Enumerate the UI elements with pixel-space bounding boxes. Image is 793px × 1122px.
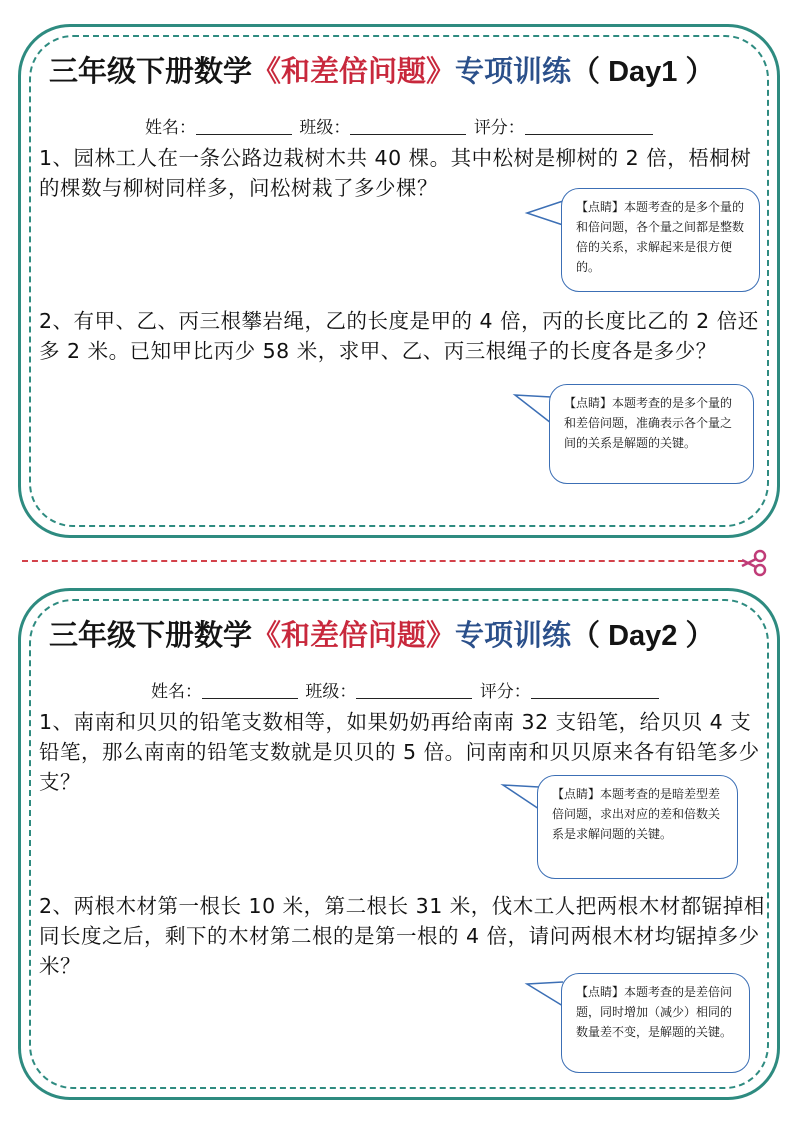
worksheet-title [49,613,759,657]
class-label: 班级： [299,118,351,138]
question-1: 1、园林工人在一条公路边栽树木共 40 棵。其中松树是柳树的 2 倍，梧桐树的棵数与柳树同样多，问松树栽了多少棵？ [39,146,752,200]
title-day: （ Day2 ） [571,620,715,652]
class-label: 班级： [305,682,357,702]
score-field[interactable] [525,116,653,135]
hint-tail [501,783,541,813]
score-field[interactable] [531,680,659,699]
hint-box-2: 【点睛】本题考查的是差倍问题，同时增加（减少）相同的数量差不变，是解题的关键。 [561,973,750,1073]
score-label: 评分： [479,682,531,702]
hint-tail [525,199,565,229]
hint-box-1: 【点睛】本题考查的是暗差型差倍问题，求出对应的差和倍数关系是求解问题的关键。 [537,775,738,879]
student-info-row [151,677,661,702]
student-info-row [145,113,655,138]
worksheet-card-day1 [18,24,780,538]
title-day: （ Day1 ） [571,56,715,88]
scissors-icon [740,549,770,577]
hint-tail [513,393,553,429]
name-label: 姓名： [145,118,196,138]
cut-divider-line [22,560,744,562]
title-training: 专项训练 [455,54,572,88]
name-label: 姓名： [151,682,202,702]
title-grade: 三年级下册数学 [49,54,253,88]
title-topic: 《和差倍问题》 [252,54,456,88]
question-2: 2、有甲、乙、丙三根攀岩绳，乙的长度是甲的 4 倍，丙的长度比乙的 2 倍还多 2 米。已知甲比丙少 58 米，求甲、乙、丙三根绳子的长度各是多少？ [39,309,759,363]
class-field[interactable] [356,680,472,699]
title-topic: 《和差倍问题》 [252,618,456,652]
question-2: 2、两根木材第一根长 10 米，第二根长 31 米，伐木工人把两根木材都锯掉相同长度之后，剩下的木材第二根的是第一根的 4 倍，请问两根木材均锯掉多少米？ [39,894,765,978]
name-field[interactable] [196,116,292,135]
class-field[interactable] [350,116,466,135]
title-training: 专项训练 [455,618,572,652]
question-1: 1、南南和贝贝的铅笔支数相等，如果奶奶再给南南 32 支铅笔，给贝贝 4 支铅笔，那么南南的铅笔支数就是贝贝的 5 倍。问南南和贝贝原来各有铅笔多少支？ [39,710,760,794]
hint-box-1: 【点睛】本题考查的是多个量的和倍问题，各个量之间都是整数倍的关系，求解起来是很方便的。 [561,188,760,292]
hint-tail [525,980,565,1010]
name-field[interactable] [202,680,298,699]
score-label: 评分： [473,118,525,138]
worksheet-card-day2 [18,588,780,1100]
title-grade: 三年级下册数学 [49,618,253,652]
worksheet-title [49,49,759,93]
hint-box-2: 【点睛】本题考查的是多个量的和差倍问题，准确表示各个量之间的关系是解题的关键。 [549,384,754,484]
